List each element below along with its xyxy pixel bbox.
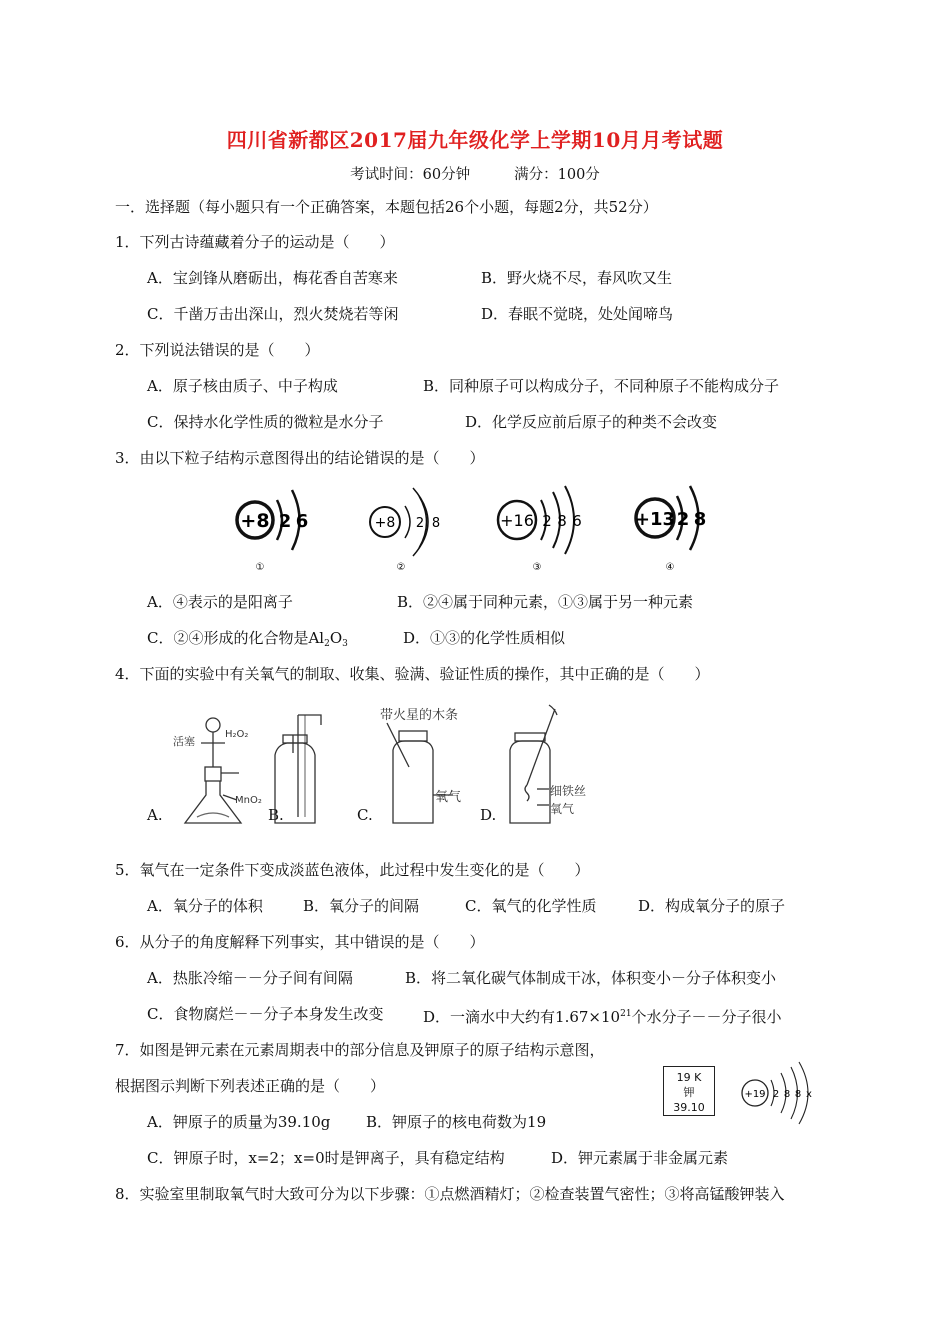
atom-3-label: ③ [532, 562, 542, 573]
potassium-nucleus: +19 [744, 1089, 766, 1100]
question-6-stem: 6．从分子的角度解释下列事实，其中错误的是（ ） [115, 933, 485, 951]
atom-1-shell-1: 2 [278, 511, 292, 532]
question-4-stem: 4．下面的实验中有关氧气的制取、收集、验满、验证性质的操作，其中正确的是（ ） [115, 665, 710, 683]
question-6-option-b: B．将二氧化碳气体制成干冰，体积变小－分子体积变小 [405, 969, 777, 987]
atom-diagram-4 [635, 486, 706, 573]
question-7-option-a: A．钾原子的质量为39.10g [147, 1113, 331, 1131]
question-3-option-b: B．②④属于同种元素，①③属于另一种元素 [397, 593, 694, 611]
figure-b-gas-bottle [275, 715, 321, 823]
question-8-stem: 8．实验室里制取氧气时大致可分为以下步骤：①点燃酒精灯；②检查装置气密性；③将高锰酸钾装入 [115, 1185, 785, 1203]
potassium-shell-3: 8 [794, 1089, 802, 1100]
element-number-symbol: 19 K [676, 1071, 702, 1084]
question-2-option-b: B．同种原子可以构成分子，不同种原子不能构成分子 [423, 377, 780, 395]
question-2-option-d: D．化学反应前后原子的种类不会改变 [465, 413, 718, 431]
atom-1-label: ① [255, 562, 265, 573]
figure-label-c: C. [357, 806, 373, 824]
question-1-option-a: A．宝剑锋从磨砺出，梅花香自苦寒来 [147, 269, 398, 287]
figure-a-h2o2-label: H₂O₂ [225, 729, 249, 740]
question-5-option-c: C．氧气的化学性质 [465, 897, 597, 915]
figure-d-wire-label: 细铁丝 [550, 784, 587, 798]
figure-d-gas-label: 氧气 [550, 802, 575, 816]
atom-4-shell-1: 2 [676, 509, 690, 530]
question-1-option-c: C．千凿万击出深山，烈火焚烧若等闲 [147, 305, 399, 323]
exam-score: 满分：100分 [514, 167, 600, 183]
question-6-option-c: C．食物腐烂－－分子本身发生改变 [147, 1005, 384, 1023]
question-1-option-d: D．春眠不觉晓，处处闻啼鸟 [481, 305, 674, 323]
question-7-option-d: D．钾元素属于非金属元素 [551, 1149, 729, 1167]
atom-2-shell-2: 8 [431, 516, 441, 531]
atom-3-shell-2: 8 [557, 512, 567, 530]
page-title: 四川省新都区2017届九年级化学上学期10月月考试题 [226, 128, 724, 152]
question-1-option-b: B．野火烧不尽，春风吹又生 [481, 269, 673, 287]
potassium-shell-1: 2 [772, 1089, 780, 1100]
question-7-stem-line-1: 7．如图是钾元素在元素周期表中的部分信息及钾原子的原子结构示意图， [115, 1041, 605, 1059]
question-7-option-c: C．钾原子时，x=2；x=0时是钾离子，具有稳定结构 [147, 1149, 505, 1167]
question-2-option-c: C．保持水化学性质的微粒是水分子 [147, 413, 384, 431]
atom-diagram-2 [370, 488, 440, 573]
figure-label-b: B. [268, 806, 284, 824]
figure-label-d: D. [480, 806, 497, 824]
figure-c-splint-label: 带火星的木条 [380, 708, 459, 723]
oxygen-experiment-figures [165, 705, 605, 830]
atom-2-label: ② [396, 562, 406, 573]
atom-2-nucleus: +8 [374, 515, 396, 531]
question-2-stem: 2．下列说法错误的是（ ） [115, 341, 320, 359]
potassium-shell-2: 8 [783, 1089, 791, 1100]
question-5-option-b: B．氧分子的间隔 [303, 897, 420, 915]
question-5-option-a: A．氧分子的体积 [147, 897, 263, 915]
question-7-option-b: B．钾原子的核电荷数为19 [366, 1113, 547, 1131]
figure-label-a: A. [147, 806, 163, 824]
atom-4-label: ④ [665, 562, 675, 573]
atom-3-nucleus: +16 [500, 511, 534, 530]
exam-time: 考试时间：60分钟 [350, 167, 471, 183]
exam-info [0, 163, 950, 184]
question-3-option-a: A．④表示的是阳离子 [147, 593, 293, 611]
periodic-table-cell-potassium [663, 1066, 715, 1116]
potassium-atom-structure [735, 1060, 820, 1130]
atom-diagram-3 [498, 486, 582, 573]
question-6-option-d: D．一滴水中大约有$1.67\times 10^{21}$个水分子－－分子很小 [423, 1008, 782, 1026]
question-5-option-d: D．构成氧分子的原子 [638, 897, 786, 915]
atom-3-shell-1: 2 [542, 512, 552, 530]
particle-structure-diagrams [225, 478, 707, 578]
figure-c-oxygen-bottle [387, 723, 453, 823]
figure-c-gas-label: 氧气 [435, 790, 462, 805]
atom-3-shell-3: 6 [572, 512, 582, 530]
atom-diagram-1 [237, 490, 308, 573]
atom-2-shell-1: 2 [415, 516, 425, 531]
element-name: 钾 [683, 1086, 695, 1099]
atom-1-nucleus: +8 [240, 510, 270, 532]
section-heading: 一．选择题（每小题只有一个正确答案，本题包括26个小题，每题2分，共52分） [115, 198, 658, 216]
question-7-stem-line-2: 根据图示判断下列表述正确的是（ ） [115, 1077, 386, 1095]
atom-1-shell-2: 6 [295, 511, 309, 532]
question-5-stem: 5．氧气在一定条件下变成淡蓝色液体，此过程中发生变化的是（ ） [115, 861, 590, 879]
question-6-option-a: A．热胀冷缩－－分子间有间隔 [147, 969, 353, 987]
question-3-option-d: D．①③的化学性质相似 [403, 629, 566, 647]
figure-a-mno2-label: MnO₂ [235, 795, 262, 806]
question-1-stem: 1．下列古诗蕴藏着分子的运动是（ ） [115, 233, 395, 251]
question-2-option-a: A．原子核由质子、中子构成 [147, 377, 338, 395]
potassium-shell-4: x [806, 1089, 812, 1100]
atom-4-nucleus: +13 [634, 509, 676, 530]
question-3-option-c: C．②④形成的化合物是$Al_2O_3$ [147, 629, 348, 649]
element-mass: 39.10 [673, 1101, 705, 1114]
question-3-stem: 3．由以下粒子结构示意图得出的结论错误的是（ ） [115, 449, 485, 467]
atom-4-shell-2: 8 [693, 509, 707, 530]
figure-a-valve-label: 活塞 [173, 735, 195, 748]
